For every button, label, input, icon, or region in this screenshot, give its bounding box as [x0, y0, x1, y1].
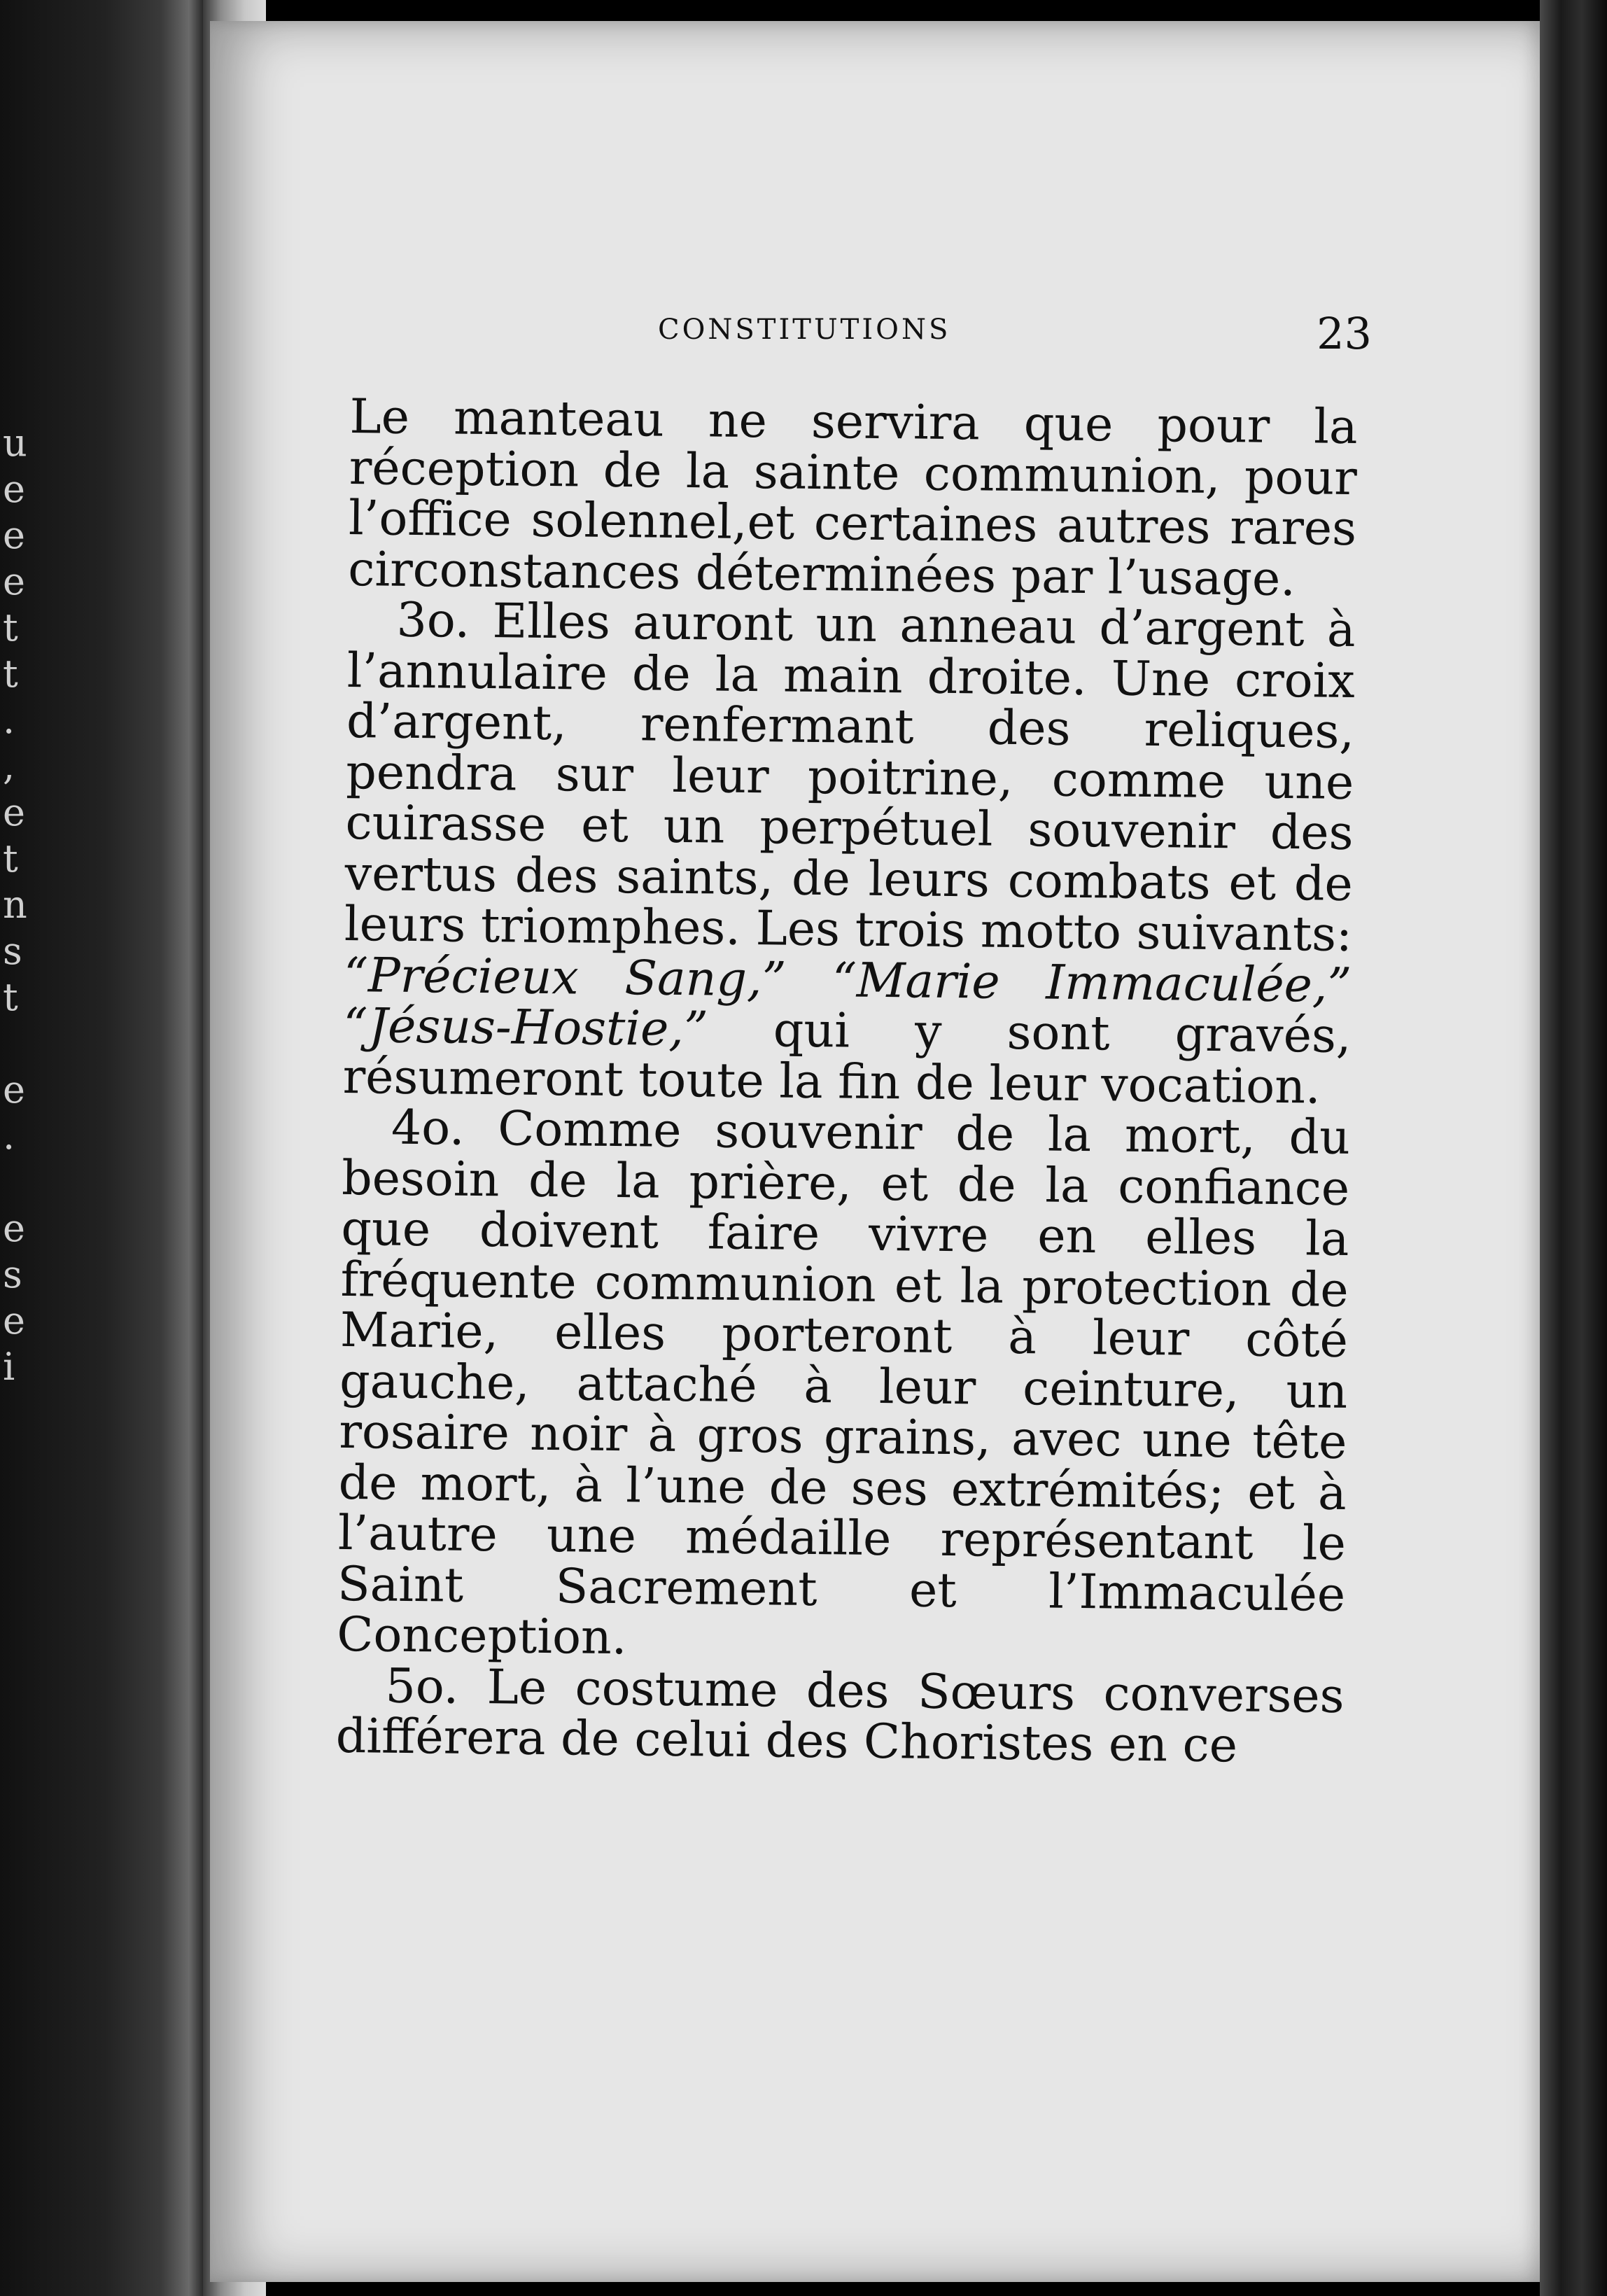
fragment: e	[3, 1206, 25, 1250]
fragment: .	[3, 698, 15, 742]
fragment: i	[3, 1345, 15, 1389]
facing-page-text-fragments	[3, 420, 28, 1390]
running-head: CONSTITUTIONS	[658, 314, 951, 346]
fragment: e	[3, 513, 25, 557]
fragment: s	[3, 929, 22, 973]
fragment: t	[3, 975, 18, 1019]
page-header	[336, 308, 1372, 364]
fragment: e	[3, 1298, 25, 1343]
paragraph	[347, 389, 1358, 607]
fragment: ,	[3, 744, 15, 788]
paragraph-text: 4o. Comme souvenir de la mort, du besoin de la prière, et de la confiance que doivent faire vivre en elles la fréquente communion et la protection de Marie, elles porteront à leur côté gauche, attaché à leur ceinture, un rosaire noir à gros grains, avec une tête de mort, à l’une de ses extrémités; et à l’autre une médaille représentant le Saint Sacrement et l’Immaculée Conception.	[336, 1100, 1351, 1666]
motto-italic: “Précieux Sang,” “Marie Immaculée,” “Jésus-Hostie,”	[343, 947, 1352, 1058]
paragraph	[342, 592, 1356, 1115]
facing-page-edge	[0, 0, 203, 2296]
fragment: n	[3, 883, 27, 927]
fragment: t	[3, 606, 18, 650]
fragment: u	[3, 421, 27, 465]
paragraph	[336, 1660, 1345, 1772]
page-edge-stack	[1540, 0, 1607, 2296]
paragraph-text: 3o. Elles auront un anneau d’argent à l’annulaire de la main droite. Une croix d’argent, renfermant des reliques, pendra sur leur poitrine, comme une cuirasse et un perpétuel souvenir des vertus des saints, de leurs combats et de leurs triomphes. Les trois motto suivants:	[344, 592, 1356, 963]
fragment: t	[3, 836, 18, 881]
fragment: s	[3, 1252, 22, 1296]
paragraph	[337, 1102, 1350, 1672]
fragment: e	[3, 790, 25, 834]
paragraph-text: 5o. Le costume des Sœurs converses différera de celui des Choristes en ce	[335, 1658, 1345, 1774]
body-text	[335, 389, 1358, 1774]
paragraph-text: Le manteau ne servira que pour la réception de la sainte communion, pour l’office solennel,et certaines autres rares circonstances déterminées par l’usage.	[347, 389, 1358, 607]
fragment: t	[3, 652, 18, 696]
fragment	[3, 1159, 28, 1205]
fragment: .	[3, 1114, 15, 1158]
paragraph-text: qui y sont gravés, résumeront toute la fin de leur vocation.	[342, 1002, 1352, 1115]
fragment: e	[3, 559, 25, 603]
page-number: 23	[1317, 308, 1372, 359]
fragment	[3, 1021, 28, 1067]
fragment: e	[3, 1068, 25, 1112]
fragment: e	[3, 467, 25, 511]
